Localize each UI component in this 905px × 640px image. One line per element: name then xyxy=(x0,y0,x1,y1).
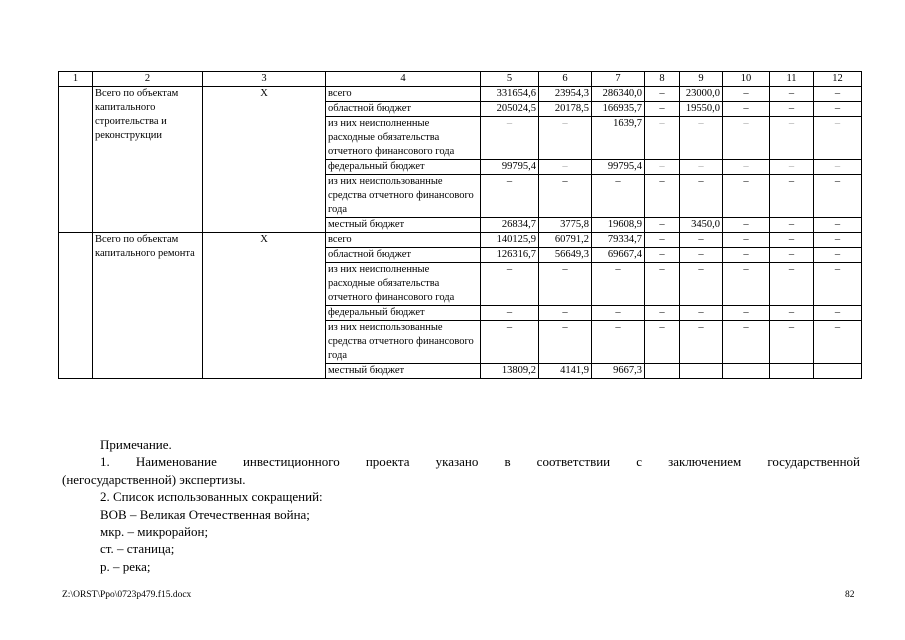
value-cell: – xyxy=(680,117,723,160)
value-cell: – xyxy=(539,175,592,218)
value-cell: 1639,7 xyxy=(592,117,645,160)
abbreviation-item: мкр. – микрорайон; xyxy=(100,524,209,540)
row-label: из них неисполненные расходные обязательства отчетного финансового года xyxy=(326,263,481,306)
row-label: федеральный бюджет xyxy=(326,160,481,175)
value-cell: 56649,3 xyxy=(539,248,592,263)
note-item-1: 1. Наименование инвестиционного проекта указано в соответствии с заключением государственной xyxy=(100,454,860,470)
row-label: всего xyxy=(326,233,481,248)
value-cell: – xyxy=(814,321,862,364)
value-cell: – xyxy=(592,306,645,321)
footer-file-path: Z:\ORST\Ppo\0723p479.f15.docx xyxy=(62,590,192,600)
header-cell: 12 xyxy=(814,72,862,87)
note-item-2: 2. Список использованных сокращений: xyxy=(100,489,323,505)
value-cell: – xyxy=(539,160,592,175)
header-cell: 3 xyxy=(203,72,326,87)
value-cell: – xyxy=(814,263,862,306)
header-cell: 6 xyxy=(539,72,592,87)
value-cell: – xyxy=(592,263,645,306)
value-cell: – xyxy=(723,117,770,160)
value-cell: – xyxy=(481,321,539,364)
value-cell: – xyxy=(680,160,723,175)
value-cell: – xyxy=(770,321,814,364)
row-number-cell xyxy=(59,87,93,233)
value-cell: – xyxy=(814,233,862,248)
header-cell: 2 xyxy=(93,72,203,87)
header-cell: 4 xyxy=(326,72,481,87)
value-cell: – xyxy=(814,160,862,175)
row-label: федеральный бюджет xyxy=(326,306,481,321)
value-cell: 23954,3 xyxy=(539,87,592,102)
value-cell: – xyxy=(680,248,723,263)
header-cell: 7 xyxy=(592,72,645,87)
value-cell xyxy=(723,364,770,379)
group-col3: Х xyxy=(203,233,326,379)
value-cell: – xyxy=(814,102,862,117)
value-cell: – xyxy=(481,263,539,306)
value-cell: 13809,2 xyxy=(481,364,539,379)
value-cell: 26834,7 xyxy=(481,218,539,233)
value-cell: – xyxy=(770,87,814,102)
value-cell: 23000,0 xyxy=(680,87,723,102)
value-cell: – xyxy=(723,175,770,218)
value-cell: – xyxy=(723,87,770,102)
notes-section xyxy=(62,436,860,575)
value-cell: – xyxy=(814,175,862,218)
value-cell: 19608,9 xyxy=(592,218,645,233)
abbreviation-item: ВОВ – Великая Отечественная война; xyxy=(100,506,310,522)
value-cell: – xyxy=(723,233,770,248)
footer-page-number: 82 xyxy=(845,590,855,600)
value-cell: – xyxy=(645,87,680,102)
value-cell: – xyxy=(770,160,814,175)
abbreviation-item: р. – река; xyxy=(100,558,151,574)
value-cell: – xyxy=(592,321,645,364)
value-cell: – xyxy=(770,218,814,233)
value-cell: – xyxy=(814,248,862,263)
value-cell: 69667,4 xyxy=(592,248,645,263)
value-cell: – xyxy=(539,263,592,306)
value-cell: 126316,7 xyxy=(481,248,539,263)
value-cell: – xyxy=(645,233,680,248)
value-cell: – xyxy=(770,248,814,263)
value-cell: – xyxy=(645,160,680,175)
table-row xyxy=(59,233,862,248)
group-name: Всего по объектам капитального ремонта xyxy=(93,233,203,379)
value-cell: – xyxy=(680,175,723,218)
value-cell: – xyxy=(723,263,770,306)
value-cell: – xyxy=(680,306,723,321)
group-name: Всего по объектам капитального строительства и реконструкции xyxy=(93,87,203,233)
value-cell xyxy=(645,364,680,379)
value-cell: – xyxy=(645,321,680,364)
value-cell: 99795,4 xyxy=(481,160,539,175)
row-label: из них неиспользованные средства отчетного финансового года xyxy=(326,321,481,364)
value-cell: – xyxy=(814,87,862,102)
value-cell: – xyxy=(645,102,680,117)
value-cell: 99795,4 xyxy=(592,160,645,175)
value-cell: – xyxy=(770,233,814,248)
abbreviation-item: ст. – станица; xyxy=(100,541,175,557)
header-cell: 10 xyxy=(723,72,770,87)
note-item-1-continuation: (негосударственной) экспертизы. xyxy=(62,471,246,487)
value-cell: – xyxy=(680,263,723,306)
budget-table xyxy=(58,71,862,379)
header-cell: 11 xyxy=(770,72,814,87)
value-cell: – xyxy=(539,306,592,321)
row-label: из них неиспользованные средства отчетного финансового года xyxy=(326,175,481,218)
value-cell: – xyxy=(645,175,680,218)
row-label: всего xyxy=(326,87,481,102)
value-cell: – xyxy=(645,218,680,233)
value-cell: 60791,2 xyxy=(539,233,592,248)
row-label: областной бюджет xyxy=(326,248,481,263)
value-cell: 19550,0 xyxy=(680,102,723,117)
value-cell: – xyxy=(723,321,770,364)
value-cell: 4141,9 xyxy=(539,364,592,379)
value-cell: 20178,5 xyxy=(539,102,592,117)
value-cell: – xyxy=(814,218,862,233)
value-cell: – xyxy=(770,306,814,321)
value-cell: 205024,5 xyxy=(481,102,539,117)
value-cell: 286340,0 xyxy=(592,87,645,102)
value-cell: – xyxy=(723,102,770,117)
value-cell: – xyxy=(539,321,592,364)
value-cell: – xyxy=(770,263,814,306)
row-number-cell xyxy=(59,233,93,379)
value-cell xyxy=(770,364,814,379)
row-label: областной бюджет xyxy=(326,102,481,117)
notes-title: Примечание. xyxy=(100,437,172,452)
value-cell: – xyxy=(481,175,539,218)
header-row xyxy=(59,72,862,87)
value-cell: 3775,8 xyxy=(539,218,592,233)
value-cell: – xyxy=(645,306,680,321)
group-col3: Х xyxy=(203,87,326,233)
value-cell: – xyxy=(770,102,814,117)
value-cell: – xyxy=(680,233,723,248)
value-cell: – xyxy=(814,306,862,321)
header-cell: 5 xyxy=(481,72,539,87)
value-cell xyxy=(680,364,723,379)
value-cell: – xyxy=(645,117,680,160)
value-cell: – xyxy=(723,248,770,263)
value-cell: 331654,6 xyxy=(481,87,539,102)
value-cell: – xyxy=(645,248,680,263)
value-cell: – xyxy=(539,117,592,160)
value-cell: 79334,7 xyxy=(592,233,645,248)
value-cell: – xyxy=(814,117,862,160)
value-cell: – xyxy=(770,175,814,218)
value-cell: – xyxy=(680,321,723,364)
value-cell: – xyxy=(723,160,770,175)
row-label: местный бюджет xyxy=(326,218,481,233)
row-label: местный бюджет xyxy=(326,364,481,379)
value-cell: – xyxy=(481,117,539,160)
value-cell: 3450,0 xyxy=(680,218,723,233)
value-cell xyxy=(814,364,862,379)
value-cell: – xyxy=(723,306,770,321)
value-cell: 166935,7 xyxy=(592,102,645,117)
header-cell: 8 xyxy=(645,72,680,87)
table-row xyxy=(59,87,862,102)
value-cell: – xyxy=(723,218,770,233)
value-cell: 9667,3 xyxy=(592,364,645,379)
value-cell: – xyxy=(592,175,645,218)
value-cell: – xyxy=(481,306,539,321)
value-cell: – xyxy=(770,117,814,160)
row-label: из них неисполненные расходные обязательства отчетного финансового года xyxy=(326,117,481,160)
value-cell: – xyxy=(645,263,680,306)
header-cell: 9 xyxy=(680,72,723,87)
header-cell: 1 xyxy=(59,72,93,87)
value-cell: 140125,9 xyxy=(481,233,539,248)
